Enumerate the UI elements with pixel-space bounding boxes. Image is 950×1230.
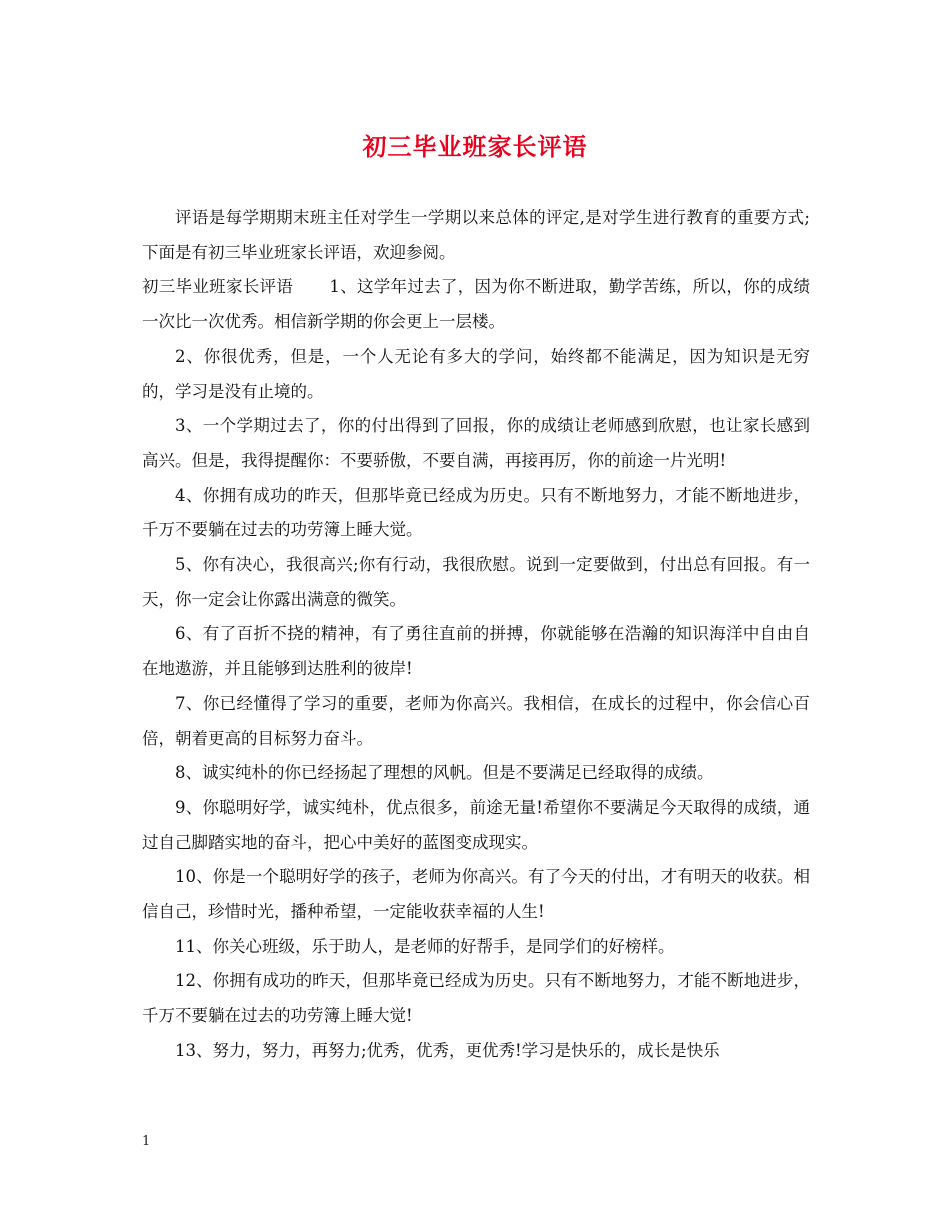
list-item: 11、你关心班级，乐于助人，是老师的好帮手，是同学们的好榜样。 (175, 936, 675, 956)
list-item: 1、这学年过去了，因为你不断进取，勤学苦练，所以，你的成绩一次比一次优秀。相信新学期的你会更上一层楼。 (142, 277, 811, 332)
list-item: 9、你聪明好学，诚实纯朴，优点很多，前途无量!希望你不要满足今天取得的成绩，通过自己脚踏实地的奋斗，把心中美好的蓝图变成现实。 (142, 797, 810, 852)
list-item: 3、一个学期过去了，你的付出得到了回报，你的成绩让老师感到欣慰，也让家长感到高兴。但是，我得提醒你：不要骄傲，不要自满，再接再厉，你的前途一片光明! (142, 416, 810, 470)
page-number: 1 (142, 1134, 151, 1149)
list-item: 2、你很优秀，但是，一个人无论有多大的学问，始终都不能满足，因为知识是无穷的，学习是没有止境的。 (142, 346, 810, 401)
document-title: 初三毕业班家长评语 (362, 132, 588, 161)
list-item: 10、你是一个聪明好学的孩子，老师为你高兴。有了今天的付出，才有明天的收获。相信自己，珍惜时光，播种希望，一定能收获幸福的人生! (142, 867, 810, 922)
list-item: 7、你已经懂得了学习的重要，老师为你高兴。我相信，在成长的过程中，你会信心百倍，朝着更高的目标努力奋斗。 (142, 693, 810, 748)
list-item: 8、诚实纯朴的你已经扬起了理想的风帆。但是不要满足已经取得的成绩。 (175, 763, 714, 783)
list-item: 13、努力，努力，再努力;优秀，优秀，更优秀!学习是快乐的，成长是快乐 (175, 1040, 720, 1060)
intro-paragraph: 评语是每学期期末班主任对学生一学期以来总体的评定,是对学生进行教育的重要方式;下面是有初三毕业班家长评语，欢迎参阅。 (142, 208, 810, 262)
list-item: 5、你有决心，我很高兴;你有行动，我很欣慰。说到一定要做到，付出总有回报。有一天，你一定会让你露出满意的微笑。 (142, 555, 810, 609)
section-label: 初三毕业班家长评语 (142, 277, 294, 297)
list-item: 6、有了百折不挠的精神，有了勇往直前的拼搏，你就能够在浩瀚的知识海洋中自由自在地遨游，并且能够到达胜利的彼岸! (142, 624, 810, 679)
list-item: 4、你拥有成功的昨天，但那毕竟已经成为历史。只有不断地努力，才能不断地进步，千万不要躺在过去的功劳簿上睡大觉。 (142, 485, 810, 540)
section-first-paragraph (142, 270, 810, 339)
document-body (142, 201, 810, 1069)
list-item: 12、你拥有成功的昨天，但那毕竟已经成为历史。只有不断地努力，才能不断地进步，千万不要躺在过去的功劳簿上睡大觉! (142, 971, 810, 1026)
